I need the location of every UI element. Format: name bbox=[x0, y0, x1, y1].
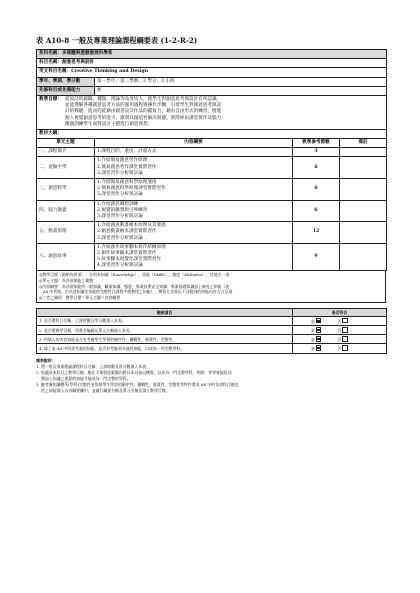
prereq-label: 先修科目或先備能力 bbox=[37, 86, 95, 95]
checklist-row bbox=[37, 326, 387, 335]
checklist-status bbox=[293, 326, 387, 335]
checkbox-no[interactable] bbox=[342, 336, 347, 341]
checkbox-label-no: 否 bbox=[337, 328, 342, 334]
fill-note: 括之知能填入內容綱要欄中，並做行綱要名稱及單元名稱及填入教學目標。 bbox=[36, 387, 170, 393]
unit-header: 單元主題 bbox=[37, 139, 95, 148]
unit-cell: 三、創意科學 bbox=[37, 179, 95, 201]
unit-cell: 一、課程簡介 bbox=[37, 148, 95, 157]
prereq-value: 無 bbox=[95, 86, 387, 95]
checkbox-yes[interactable] bbox=[316, 345, 321, 350]
content-cell bbox=[95, 148, 293, 157]
remarks-cell bbox=[340, 243, 387, 271]
checkbox-no[interactable] bbox=[342, 318, 347, 323]
checkbox-label-no: 否 bbox=[337, 318, 342, 324]
objectives-line: 計的興趣，進而均能藉由創意設計作品的鑑賞力，藉由自由形式的練習，增進 bbox=[65, 109, 222, 115]
outline-label: 教材大綱： bbox=[37, 129, 387, 138]
course-name-zh: 科目名稱：創意思考與設計 bbox=[37, 59, 387, 68]
checklist-status bbox=[293, 344, 387, 353]
outline-note: ◎內容綱要：為各項知能所一般知識、職業知識、態度；專業技術安全知識；專業基礎知識加上補充之知能（表 bbox=[39, 283, 230, 289]
document-page bbox=[36, 36, 386, 394]
objectives-line: 個人視覺創意思考的能力，激發其創造性解決問題。實際經由課堂實作及腦力 bbox=[65, 115, 222, 121]
outline-note: A8 中者如，但為達知識及技能的完整性且課程中需教授之知能），撰寫方式係以不含動詞的知能內容方式呈現 bbox=[39, 289, 233, 295]
objectives-label: 教學目標： bbox=[39, 96, 62, 102]
outline-note: ◎教學目標（歸納為四項）：分別為知識（Knowledge）、技能（Skills）、態度（Attitudes）、其他各一項 bbox=[39, 272, 230, 278]
content-line: 1.介紹創意動畫繪本原理及其發展 bbox=[97, 223, 166, 229]
fill-note: 2. 依適成本科目之教學目標，應在大幕程度範圍內將其本具加以撰寫，以成為一門完整學科，例如：要學會能段回 bbox=[36, 369, 232, 375]
schedule-label: 學年、學期、學分數 bbox=[37, 77, 95, 86]
course-name-en: 英文科目名稱：Creative Thinking and Design bbox=[37, 68, 387, 77]
unit-cell: 五、動畫原理 bbox=[37, 222, 95, 244]
content-cell bbox=[95, 243, 293, 271]
hours-cell: 6 bbox=[293, 200, 340, 222]
fill-notes bbox=[36, 358, 386, 394]
remarks-cell bbox=[340, 179, 387, 201]
remarks-cell bbox=[340, 200, 387, 222]
hours-cell: 12 bbox=[293, 222, 340, 244]
checkbox-label-no: 否 bbox=[337, 337, 342, 343]
content-header: 內容綱要 bbox=[95, 139, 293, 148]
fill-note: 應加入知識之運算的知能才能成為一門完整的學科。 bbox=[36, 375, 131, 381]
objectives-line: 激盪訓練學生面對設計主題進行創意發想。 bbox=[65, 121, 153, 127]
checklist-status bbox=[293, 316, 387, 325]
checklist-status bbox=[293, 335, 387, 344]
hours-cell: 3 bbox=[293, 148, 340, 157]
objectives-text bbox=[65, 97, 221, 128]
document-title: 表 A10-8 一般及專業理論課程綱要表 (1-2-R-2) bbox=[36, 36, 198, 45]
checkbox-label-yes: 是 bbox=[311, 328, 315, 334]
unit-cell: 六、創意故事 bbox=[37, 243, 95, 271]
outline-row bbox=[37, 243, 387, 271]
remarks-cell bbox=[340, 222, 387, 244]
content-line: 1.介紹簡易創意科學原理運用 bbox=[97, 180, 157, 185]
objectives-line: 並能理解各種創意思考方法的運用過程與操作步驟，引發學生對創意思考與設 bbox=[65, 103, 222, 109]
checkbox-label-yes: 是 bbox=[311, 337, 315, 343]
content-line: 3.課堂習作分析與討論 bbox=[97, 192, 143, 198]
content-line: 3.課堂習作分析與討論 bbox=[97, 213, 143, 219]
checklist-item: 3. 所填入的內容知能是否有考慮學生學習的順序性、邏輯性、進貫性、完整性。 bbox=[37, 335, 293, 344]
content-line: 1.介紹創作故事腳本寫作結構原理 bbox=[97, 244, 166, 250]
checklist-item-header: 檢核項目 bbox=[37, 308, 293, 316]
objectives-line: 從設計的範疇、種類、理論等角度切入，使學生對創意思考與設計有所認識。 bbox=[65, 96, 222, 102]
content-cell bbox=[95, 222, 293, 244]
content-line: 2.創作故事腳本課堂實際習作 bbox=[97, 250, 157, 256]
outline-row bbox=[37, 200, 387, 222]
checkbox-no[interactable] bbox=[342, 327, 347, 332]
outline-note: ◎單元主題：為各項知能之彙整 bbox=[39, 278, 93, 284]
fill-notes-title: 填表說明： bbox=[36, 357, 56, 363]
outline-row bbox=[37, 222, 387, 244]
content-line: 2.簡易創意科學原理課堂實際習作 bbox=[97, 186, 166, 192]
checkbox-label-yes: 是 bbox=[311, 318, 315, 324]
checklist-item: 1. 是否將科目名稱、上課時數及學分數填入本表。 bbox=[37, 316, 293, 325]
checkbox-no[interactable] bbox=[342, 345, 347, 350]
content-line: 1.介紹簡易創意勞作原理 bbox=[97, 158, 148, 164]
content-line: 2.簡易創意勞作課堂實際習作 bbox=[97, 164, 157, 170]
checkbox-yes[interactable] bbox=[316, 336, 321, 341]
outline-notes bbox=[36, 271, 386, 302]
fill-note: 3. 應考慮知識體系(學科)完整性並依照學生學習的順序性、邏輯性、進貫性、完整性等特性將表 A8 中的各該科目應包 bbox=[36, 381, 239, 387]
outline-row bbox=[37, 148, 387, 157]
content-line: 3.課堂習作分析與討論 bbox=[97, 235, 143, 241]
content-line: 4.課堂習作分析與討論 bbox=[97, 263, 143, 269]
checkbox-label-no: 否 bbox=[337, 346, 342, 352]
content-line: 1.介紹創意聯想訓練 bbox=[97, 201, 139, 207]
content-line: 1.課程目的、進度、評量方式 bbox=[97, 149, 157, 155]
fill-note: 1. 將一般及專業理論課程科目名稱、上課時數及學分數填入本表。 bbox=[36, 363, 150, 369]
checklist-row bbox=[37, 316, 387, 325]
outline-row bbox=[37, 157, 387, 179]
checkbox-yes[interactable] bbox=[316, 327, 321, 332]
checklist-row bbox=[37, 335, 387, 344]
content-line: 3.故事腳本視覺化課堂實際習作 bbox=[97, 257, 162, 263]
checklist-table bbox=[36, 308, 387, 354]
content-line: 3.課堂習作分析與討論 bbox=[97, 170, 143, 176]
course-program: 系科名稱：多媒體與遊戲發展科學系 bbox=[37, 50, 387, 59]
outline-row bbox=[37, 179, 387, 201]
checkbox-yes[interactable] bbox=[316, 318, 321, 323]
unit-cell: 二、從做中學 bbox=[37, 157, 95, 179]
content-cell bbox=[95, 200, 293, 222]
outline-note: ◎三者之關係：教學目標＞單元主題＞內容綱要 bbox=[39, 295, 121, 301]
checklist-item: 4. 除了表 A8 中所需考量的知能，是否有考量到其他的知能，以成為一門完整學科。 bbox=[37, 344, 293, 353]
hours-cell: 9 bbox=[293, 243, 340, 271]
remarks-cell bbox=[340, 148, 387, 157]
checklist-status-header: 是否符合 bbox=[293, 308, 387, 316]
objectives-cell bbox=[37, 95, 387, 129]
remarks-header: 備註 bbox=[340, 139, 387, 148]
content-cell bbox=[95, 179, 293, 201]
checklist-row bbox=[37, 344, 387, 353]
hours-cell: 6 bbox=[293, 157, 340, 179]
hours-header: 教學參考節數 bbox=[293, 139, 340, 148]
hours-cell: 6 bbox=[293, 179, 340, 201]
unit-cell: 四、腦力激盪 bbox=[37, 200, 95, 222]
content-line: 2.創意動畫繪本課堂實際習作 bbox=[97, 229, 157, 235]
checkbox-label-yes: 是 bbox=[311, 346, 315, 352]
content-line: 2.視覺的聯想與引伸練習 bbox=[97, 207, 148, 213]
schedule-value: 第一學年、第二學期、3 學分、3 小時 bbox=[95, 77, 387, 86]
content-cell bbox=[95, 157, 293, 179]
remarks-cell bbox=[340, 157, 387, 179]
checklist-item: 2. 是否將教學目標，明書各編碼及單元名稱填入本表。 bbox=[37, 326, 293, 335]
course-info-table bbox=[36, 49, 387, 271]
